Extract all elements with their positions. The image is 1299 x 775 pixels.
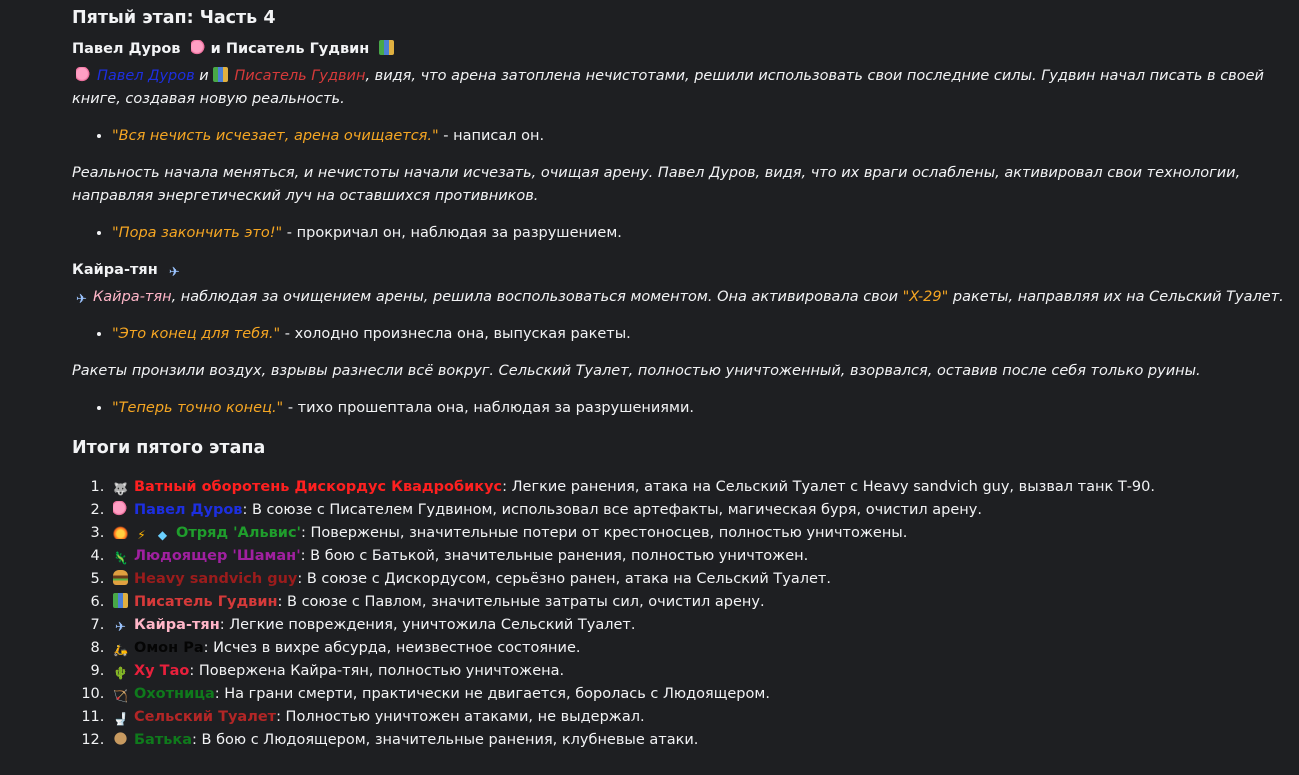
potato-icon: [113, 731, 128, 746]
quote-item: [112, 397, 1287, 420]
result-icons: [113, 548, 134, 564]
result-name: Охотница: [134, 686, 215, 702]
books-icon: [379, 40, 394, 55]
lizard-icon: [113, 551, 128, 566]
wolf-icon: [113, 482, 128, 497]
bolt-icon: [134, 528, 149, 543]
result-icons: [113, 571, 134, 587]
result-text: : В союзе с Писателем Гудвином, использовал все артефакты, магическая буря, очистил арену.: [242, 502, 982, 518]
quote-item: [112, 222, 1287, 245]
result-text: : Легкие повреждения, уничтожила Сельский Туалет.: [219, 617, 636, 633]
result-text: : На грани смерти, практически не двигается, боролась с Людоящером.: [214, 686, 770, 702]
result-icons: [113, 525, 176, 541]
quote-tail: - написал он.: [438, 128, 545, 144]
result-item: [109, 591, 1287, 614]
narration-paragraph: Реальность начала меняться, и нечистоты начали исчезать, очищая арену. Павел Дуров, видя, что их враги ослаблены, активировал свои технологии, направляя энергетический луч на оставшихся противников.: [72, 165, 1241, 204]
name-durov: Павел Дуров: [97, 68, 195, 84]
plane-icon: [74, 292, 89, 307]
quote-text: "Теперь точно конец.": [112, 400, 284, 416]
books-icon: [213, 67, 228, 82]
result-name: Отряд 'Альвис': [176, 525, 301, 541]
heading-kaira: Кайра-тян: [72, 262, 158, 278]
result-item: [109, 706, 1287, 729]
result-text: : В союзе с Павлом, значительные затраты сил, очистил арену.: [277, 594, 765, 610]
result-text: : В союзе с Дискордусом, серьёзно ранен, атака на Сельский Туалет.: [297, 571, 831, 587]
brain-icon: [113, 501, 128, 516]
quote-list: [72, 222, 1287, 245]
result-icons: [113, 502, 134, 518]
narration-paragraph: [72, 65, 1287, 111]
result-item: [109, 476, 1287, 499]
result-name: Heavy sandvich guy: [134, 571, 298, 587]
brain-icon: [76, 67, 91, 82]
result-text: : Повержены, значительные потери от крестоносцев, полностью уничтожены.: [301, 525, 908, 541]
result-item: [109, 522, 1287, 545]
stage-title: Пятый этап: Часть 4: [72, 8, 276, 28]
burger-icon: [113, 570, 128, 585]
heading-goodwin: и Писатель Гудвин: [210, 41, 370, 57]
name-goodwin: Писатель Гудвин: [234, 68, 366, 84]
bow-icon: [113, 689, 128, 704]
result-text: : Повержена Кайра-тян, полностью уничтожена.: [189, 663, 565, 679]
quote-list: [72, 125, 1287, 148]
narration-paragraph: [72, 286, 1287, 309]
cactus-icon: [113, 666, 128, 681]
narration-text: , видя, что арена затоплена нечистотами, решили использовать свои последние силы. Гудвин начал писать в своей книге, создавая новую реальность.: [72, 68, 1264, 107]
result-name: Омон Ра: [134, 640, 204, 656]
result-text: : Легкие ранения, атака на Сельский Туалет с Heavy sandvich guy, вызвал танк Т-90.: [502, 479, 1155, 495]
plane-icon: [113, 620, 128, 635]
result-icons: [113, 686, 134, 702]
section-heading-kaira: [72, 259, 1287, 282]
quote-text: "Пора закончить это!": [112, 225, 283, 241]
result-name: Сельский Туалет: [134, 709, 277, 725]
result-item: [109, 683, 1287, 706]
moto-icon: [113, 643, 128, 658]
quote-item: [112, 323, 1287, 346]
result-text: : Полностью уничтожен атаками, не выдержал.: [276, 709, 645, 725]
books-icon: [113, 593, 128, 608]
result-text: : В бою с Батькой, значительные ранения, полностью уничтожен.: [300, 548, 809, 564]
result-name: Ху Тао: [134, 663, 190, 679]
toilet-icon: [113, 712, 128, 727]
result-text: : Исчез в вихре абсурда, неизвестное состояние.: [203, 640, 581, 656]
result-name: Людоящер 'Шаман': [134, 548, 301, 564]
plane-icon: [167, 265, 182, 280]
result-text: : В бою с Людоящером, значительные ранения, клубневые атаки.: [192, 732, 699, 748]
weapon-name: "X-29": [902, 289, 949, 305]
result-item: [109, 729, 1287, 752]
result-name: Писатель Гудвин: [134, 594, 278, 610]
result-item: [109, 499, 1287, 522]
results-title: Итоги пятого этапа: [72, 438, 266, 458]
result-item: [109, 568, 1287, 591]
result-icons: [113, 663, 134, 679]
result-icons: [113, 479, 134, 495]
quote-tail: - холодно произнесла она, выпуская ракеты.: [280, 326, 631, 342]
result-icons: [113, 594, 134, 610]
gem-icon: [155, 528, 170, 543]
results-list: [72, 476, 1287, 752]
quote-text: "Это конец для тебя.": [112, 326, 281, 342]
quote-tail: - прокричал он, наблюдая за разрушением.: [282, 225, 622, 241]
result-name: Кайра-тян: [134, 617, 220, 633]
result-icons: [113, 732, 134, 748]
result-name: Батька: [134, 732, 193, 748]
result-item: [109, 637, 1287, 660]
result-icons: [113, 709, 134, 725]
section-heading-durov-goodwin: [72, 38, 1287, 61]
quote-text: "Вся нечисть исчезает, арена очищается.": [112, 128, 439, 144]
result-item: [109, 660, 1287, 683]
heading-durov: Павел Дуров: [72, 41, 181, 57]
result-item: [109, 614, 1287, 637]
result-icons: [113, 617, 134, 633]
narration-and: и: [194, 68, 214, 84]
result-item: [109, 545, 1287, 568]
quote-list: [72, 323, 1287, 346]
quote-tail: - тихо прошептала она, наблюдая за разрушениями.: [283, 400, 694, 416]
result-icons: [113, 640, 134, 656]
quote-item: [112, 125, 1287, 148]
result-name: Павел Дуров: [134, 502, 243, 518]
fire-icon: [113, 524, 128, 539]
name-kaira: Кайра-тян: [93, 289, 172, 305]
narration-text: , наблюдая за очищением арены, решила воспользоваться моментом. Она активировала свои: [171, 289, 903, 305]
narration-paragraph: Ракеты пронзили воздух, взрывы разнесли всё вокруг. Сельский Туалет, полностью уничтоженный, взорвался, оставив после себя только руины.: [72, 363, 1201, 379]
narration-text: ракеты, направляя их на Сельский Туалет.: [948, 289, 1284, 305]
result-name: Ватный оборотень Дискордус Квадробикус: [134, 479, 503, 495]
quote-list: [72, 397, 1287, 420]
brain-icon: [191, 40, 206, 55]
message-content: [72, 5, 1287, 752]
